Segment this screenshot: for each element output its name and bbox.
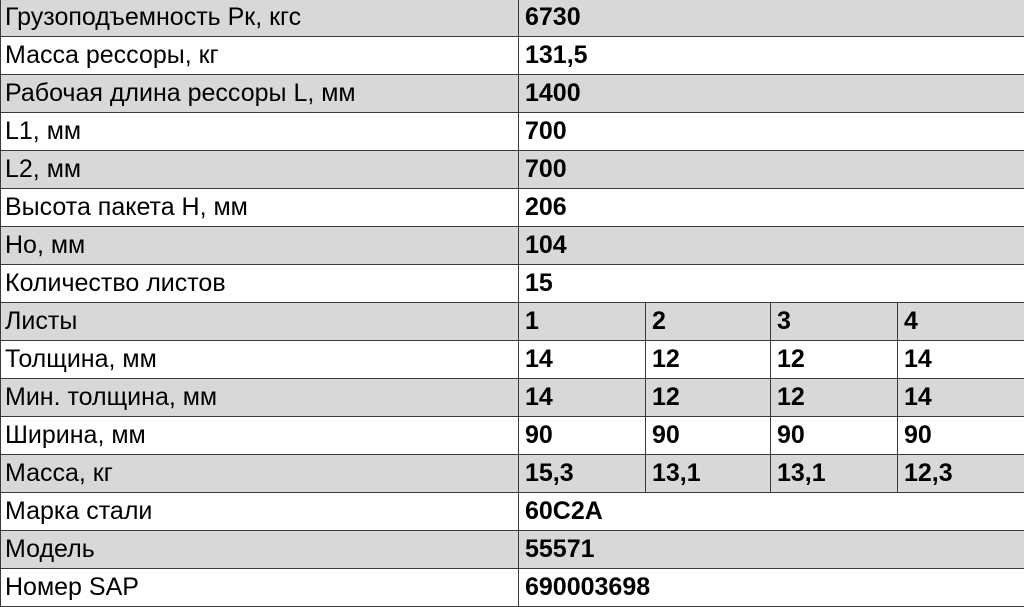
leaf-value: 14 — [898, 379, 1024, 417]
leaf-value: 90 — [898, 417, 1024, 455]
spec-value: 700 — [519, 151, 1024, 189]
leaf-value: 15,3 — [519, 455, 646, 493]
spec-value: 690003698 — [519, 569, 1024, 607]
leaf-label: Мин. толщина, мм — [1, 379, 519, 417]
spec-row-sap-number — [1, 569, 1024, 607]
leaf-row-numbers — [1, 303, 1024, 341]
leaf-value: 14 — [898, 341, 1024, 379]
spec-row-model — [1, 531, 1024, 569]
spec-label: Марка стали — [1, 493, 519, 531]
leaf-row-width — [1, 417, 1024, 455]
spec-row-leaf-count — [1, 265, 1024, 303]
spec-value: 104 — [519, 227, 1024, 265]
spec-row-l1 — [1, 113, 1024, 151]
leaf-value: 90 — [646, 417, 771, 455]
spec-value: 1400 — [519, 75, 1024, 113]
leaf-row-thickness — [1, 341, 1024, 379]
leaf-value: 14 — [519, 341, 646, 379]
spec-value: 15 — [519, 265, 1024, 303]
spec-label: L2, мм — [1, 151, 519, 189]
spec-label: Количество листов — [1, 265, 519, 303]
leaf-row-min-thickness — [1, 379, 1024, 417]
spec-label: Масса рессоры, кг — [1, 37, 519, 75]
spec-value: 206 — [519, 189, 1024, 227]
leaf-value: 12 — [771, 341, 898, 379]
leaf-value: 12 — [646, 341, 771, 379]
spec-label: Номер SAP — [1, 569, 519, 607]
leaf-label: Масса, кг — [1, 455, 519, 493]
leaf-value: 12 — [771, 379, 898, 417]
spec-label: Hо, мм — [1, 227, 519, 265]
spec-row-spring-mass — [1, 37, 1024, 75]
spec-value: 60С2А — [519, 493, 1024, 531]
spec-label: Модель — [1, 531, 519, 569]
leaf-value: 13,1 — [646, 455, 771, 493]
spec-value: 700 — [519, 113, 1024, 151]
leaf-value: 4 — [898, 303, 1024, 341]
spec-value: 6730 — [519, 0, 1024, 37]
spec-label: L1, мм — [1, 113, 519, 151]
spec-row-steel-grade — [1, 493, 1024, 531]
spec-row-load-capacity — [1, 0, 1024, 37]
leaf-value: 90 — [771, 417, 898, 455]
spec-label: Высота пакета H, мм — [1, 189, 519, 227]
leaf-value: 1 — [519, 303, 646, 341]
spec-label: Грузоподъемность Рк, кгс — [1, 0, 519, 37]
leaf-value: 13,1 — [771, 455, 898, 493]
spec-row-working-length — [1, 75, 1024, 113]
leaf-value: 90 — [519, 417, 646, 455]
spec-value: 131,5 — [519, 37, 1024, 75]
leaf-label: Толщина, мм — [1, 341, 519, 379]
spec-row-l2 — [1, 151, 1024, 189]
leaf-label: Ширина, мм — [1, 417, 519, 455]
leaf-value: 12,3 — [898, 455, 1024, 493]
leaf-label: Листы — [1, 303, 519, 341]
leaf-row-mass — [1, 455, 1024, 493]
spec-value: 55571 — [519, 531, 1024, 569]
spec-row-pack-height — [1, 189, 1024, 227]
spec-label: Рабочая длина рессоры L, мм — [1, 75, 519, 113]
leaf-value: 14 — [519, 379, 646, 417]
leaf-value: 3 — [771, 303, 898, 341]
leaf-value: 2 — [646, 303, 771, 341]
spec-row-h0 — [1, 227, 1024, 265]
leaf-value: 12 — [646, 379, 771, 417]
